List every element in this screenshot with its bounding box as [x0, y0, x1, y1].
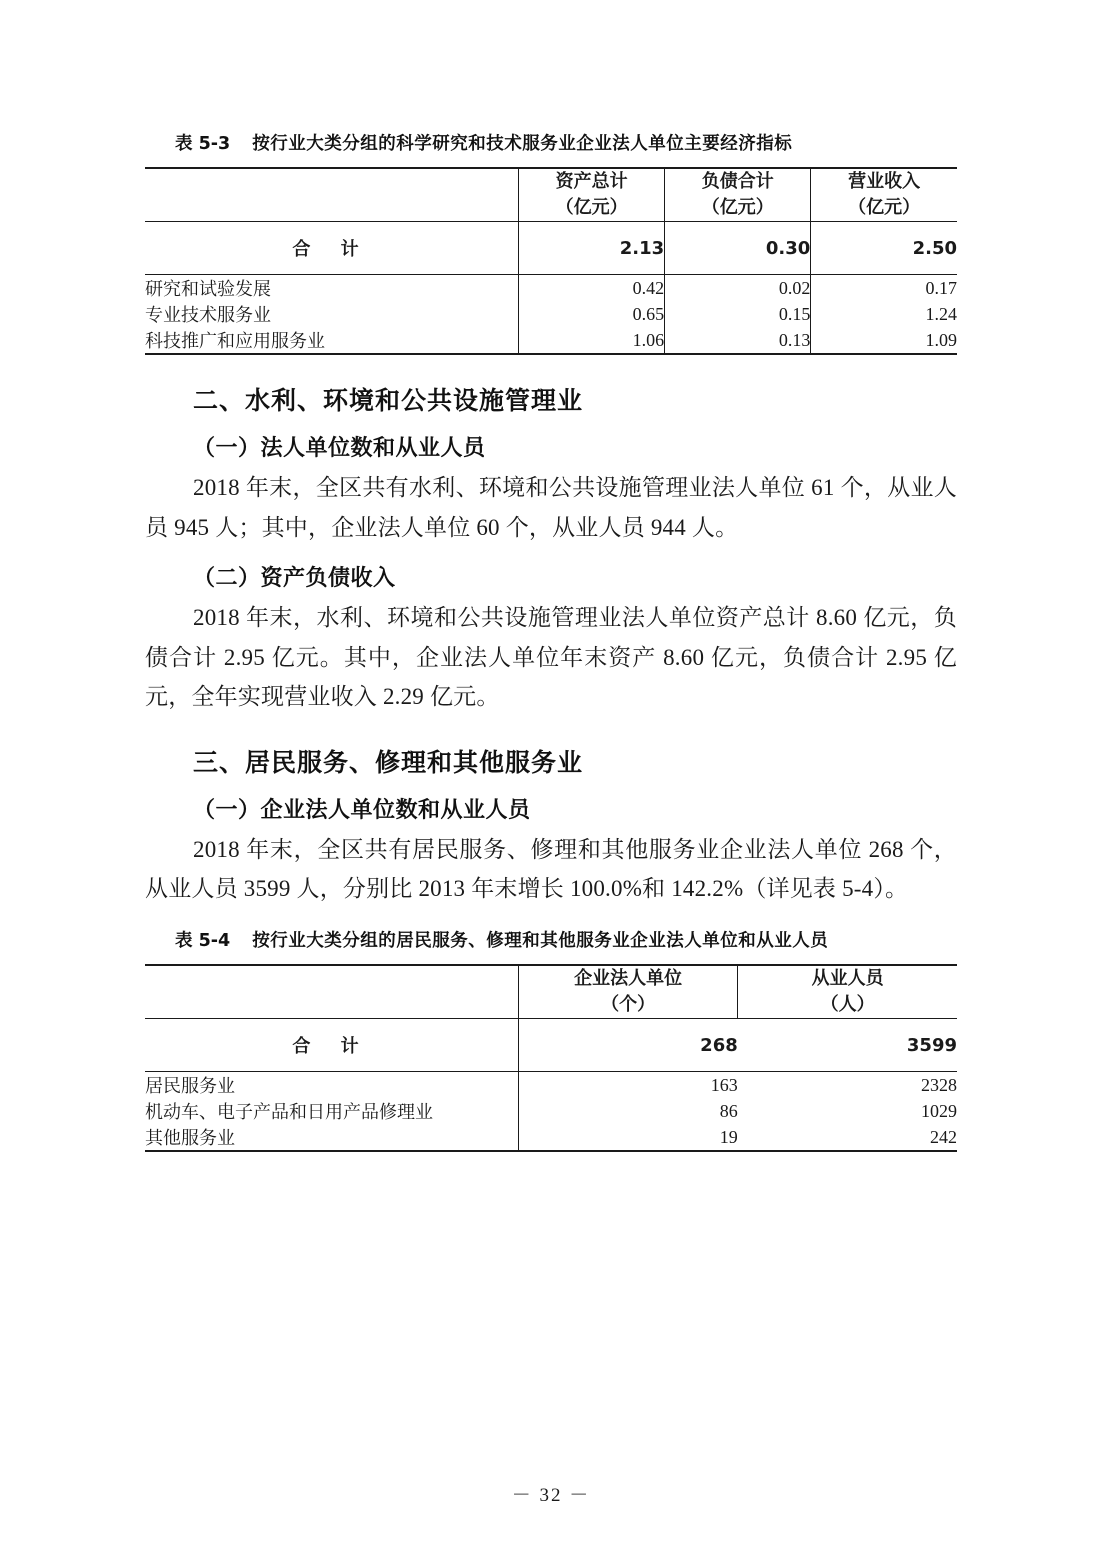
row-value: 1029	[921, 1100, 957, 1121]
row-value: 2.13	[519, 222, 665, 275]
row-value: 1.06	[519, 327, 665, 354]
page-number: － 32 －	[511, 1485, 591, 1506]
row-value: 0.17	[811, 275, 957, 302]
table-5-4-header-row	[145, 965, 957, 1019]
table-row	[145, 1019, 957, 1072]
row-value: 19	[519, 1124, 738, 1151]
section-two-heading: 二、水利、环境和公共设施管理业	[193, 386, 584, 416]
table-5-3-header-blank	[145, 168, 519, 222]
table-5-4-caption	[175, 927, 957, 952]
row-label: 合 计	[292, 1036, 371, 1058]
row-label: 机动车、电子产品和日用产品修理业	[145, 1102, 433, 1123]
table-row	[145, 1072, 957, 1099]
section-three-sub1-heading: （一）企业法人单位数和从业人员	[193, 797, 531, 823]
header-line-2: （亿元）	[848, 197, 921, 219]
table-5-3-header-row	[145, 168, 957, 222]
header-line-1: 企业法人单位	[574, 968, 683, 990]
table-5-3-caption-number: 表 5-3	[175, 134, 231, 154]
table-row	[145, 327, 957, 354]
row-label: 居民服务业	[145, 1076, 235, 1097]
header-line-1: 负债合计	[701, 171, 774, 192]
table-row	[145, 1124, 957, 1151]
table-5-3	[145, 167, 957, 355]
table-5-4-caption-text: 按行业大类分组的居民服务、修理和其他服务业企业法人单位和从业人员	[252, 931, 829, 952]
section-two-sub1-heading: （一）法人单位数和从业人员	[193, 436, 486, 462]
header-line-1: 资产总计	[555, 171, 628, 192]
row-value: 0.02	[665, 275, 811, 302]
table-5-3-header-col-2	[665, 168, 811, 222]
section-two-para1: 2018 年末，全区共有水利、环境和公共设施管理业法人单位 61 个，从业人员 945 人；其中，企业法人单位 60 个，从业人员 944 人。	[145, 475, 957, 540]
table-5-3-header-col-1	[519, 168, 665, 222]
header-line-2: （亿元）	[555, 197, 628, 219]
table-5-4-header-blank	[145, 965, 519, 1019]
row-value: 163	[519, 1072, 738, 1099]
table-row	[145, 222, 957, 275]
row-label: 研究和试验发展	[145, 279, 271, 300]
header-line-1: 营业收入	[848, 171, 921, 192]
row-value: 3599	[906, 1034, 957, 1056]
table-5-3-header-col-3	[811, 168, 957, 222]
header-line-2: （人）	[820, 994, 875, 1016]
row-value: 86	[519, 1098, 738, 1124]
row-label: 合 计	[292, 239, 371, 261]
table-5-3-caption-text: 按行业大类分组的科学研究和技术服务业企业法人单位主要经济指标	[252, 134, 793, 154]
row-value: 0.42	[519, 275, 665, 302]
row-value: 0.15	[665, 301, 811, 327]
table-5-3-caption	[175, 130, 957, 155]
row-label: 科技推广和应用服务业	[145, 331, 325, 352]
header-line-1: 从业人员	[811, 968, 884, 990]
row-label: 其他服务业	[145, 1128, 235, 1149]
table-row	[145, 1098, 957, 1124]
row-value: 0.30	[665, 222, 811, 275]
table-5-4-header-col-2	[738, 965, 957, 1019]
section-three-para1: 2018 年末，全区共有居民服务、修理和其他服务业企业法人单位 268 个，从业人员 3599 人，分别比 2013 年末增长 100.0%和 142.2%（详见表 5-4）。	[145, 836, 957, 902]
row-value: 0.65	[519, 301, 665, 327]
table-5-4-header-col-1	[519, 965, 738, 1019]
table-5-4-caption-number: 表 5-4	[175, 931, 231, 952]
row-value: 268	[519, 1019, 738, 1072]
row-value: 242	[930, 1126, 957, 1147]
row-value: 2328	[921, 1074, 957, 1095]
table-row	[145, 275, 957, 302]
row-value: 2.50	[811, 222, 957, 275]
row-value: 1.24	[811, 301, 957, 327]
row-label: 专业技术服务业	[145, 305, 271, 326]
section-three-heading: 三、居民服务、修理和其他服务业	[193, 747, 584, 777]
section-two-para2: 2018 年末，水利、环境和公共设施管理业法人单位资产总计 8.60 亿元，负债合计 2.95 亿元。其中，企业法人单位年末资产 8.60 亿元，负债合计 2.95 亿元，全年实现营业收入 2.29 亿元。	[145, 605, 957, 710]
header-line-2: （亿元）	[701, 197, 774, 219]
table-row	[145, 301, 957, 327]
row-value: 1.09	[811, 327, 957, 354]
section-two-sub2-heading: （二）资产负债收入	[193, 566, 396, 592]
table-5-4	[145, 964, 957, 1152]
row-value: 0.13	[665, 327, 811, 354]
header-line-2: （个）	[601, 994, 656, 1016]
